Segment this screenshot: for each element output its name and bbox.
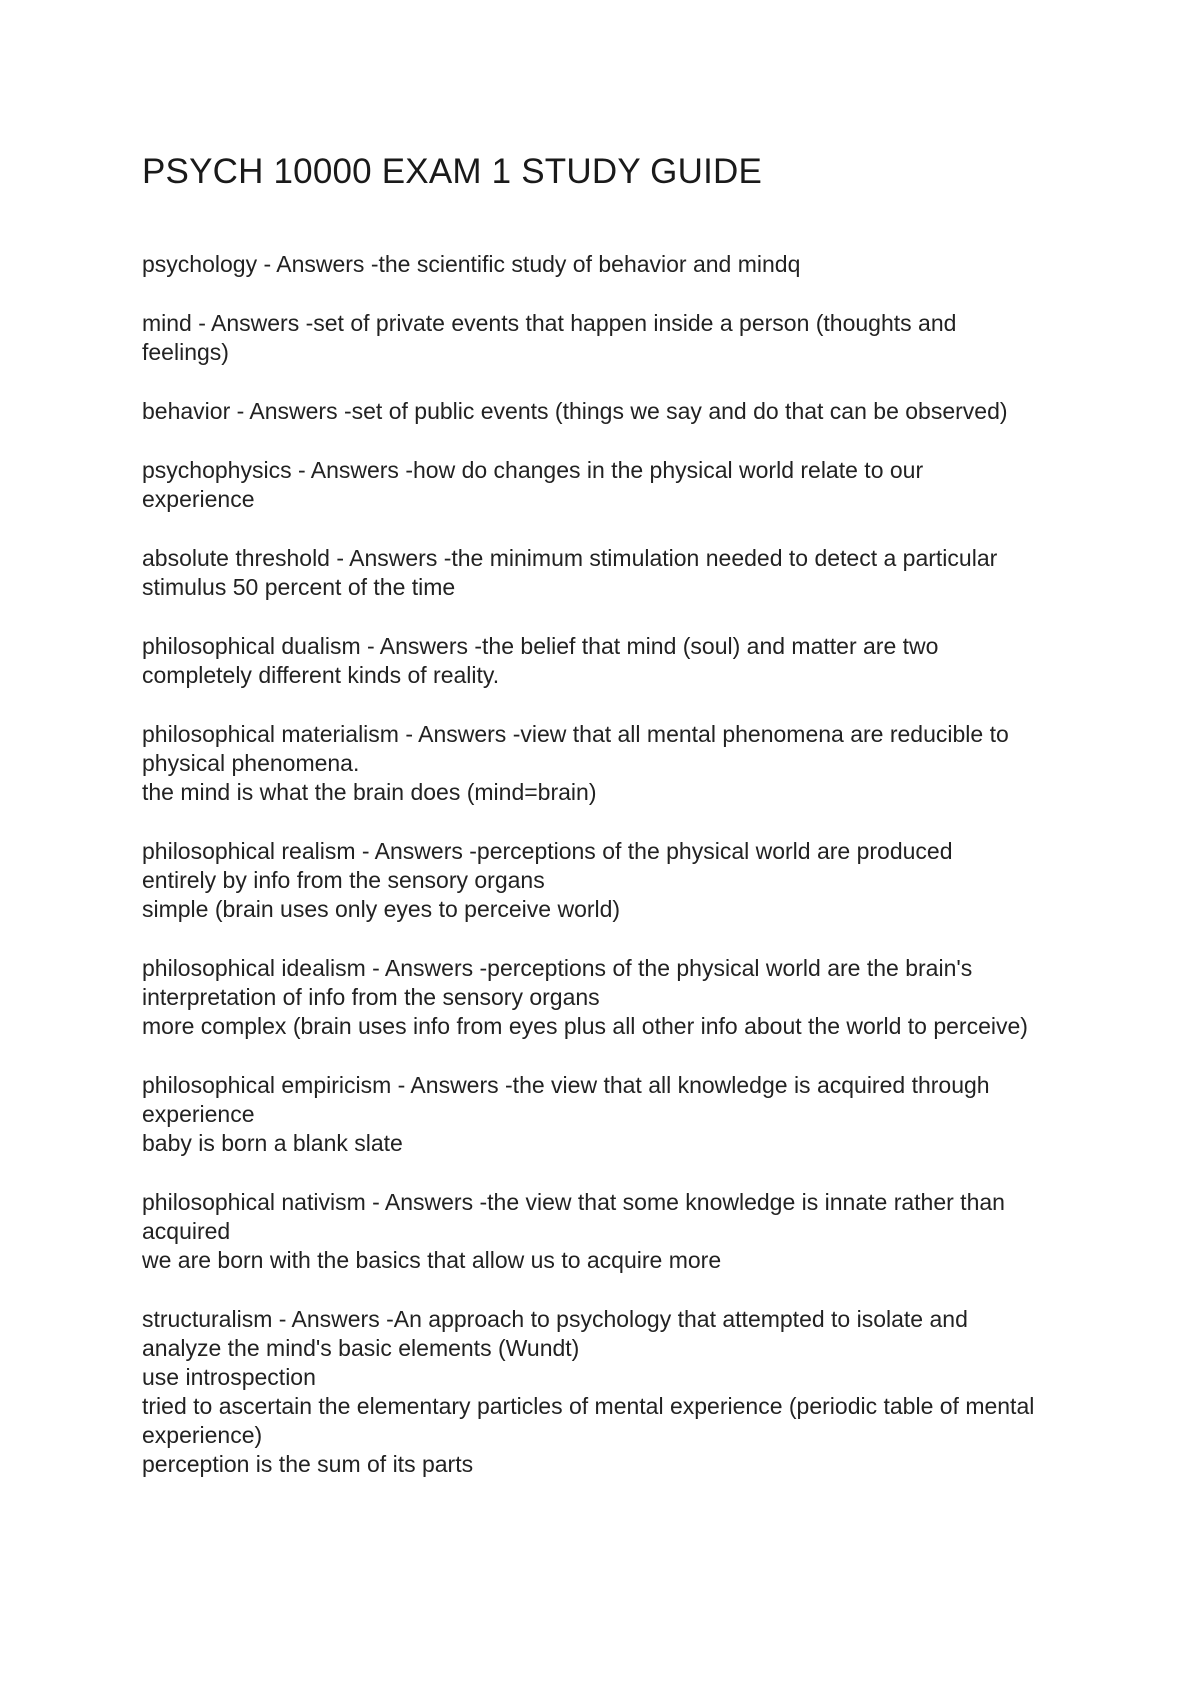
entry-line: more complex (brain uses info from eyes plus all other info about the world to perceive) xyxy=(142,1013,1028,1039)
glossary-entry xyxy=(142,1188,1092,1275)
entry-line: philosophical dualism - Answers -the belief that mind (soul) and matter are two xyxy=(142,633,939,659)
entry-line: psychophysics - Answers -how do changes in the physical world relate to our xyxy=(142,457,924,483)
entry-line: structuralism - Answers -An approach to psychology that attempted to isolate and xyxy=(142,1306,968,1332)
glossary-entry xyxy=(142,250,1092,279)
glossary-entry xyxy=(142,837,1092,924)
entry-line: interpretation of info from the sensory organs xyxy=(142,984,600,1010)
document-page xyxy=(142,150,1092,1509)
entry-line: perception is the sum of its parts xyxy=(142,1451,474,1477)
entry-line: experience) xyxy=(142,1422,263,1448)
glossary-entry xyxy=(142,632,1092,690)
entry-line: completely different kinds of reality. xyxy=(142,662,500,688)
glossary-entry xyxy=(142,544,1092,602)
entry-line: simple (brain uses only eyes to perceive world) xyxy=(142,896,621,922)
entry-line: absolute threshold - Answers -the minimum stimulation needed to detect a particular xyxy=(142,545,998,571)
entry-line: we are born with the basics that allow us to acquire more xyxy=(142,1247,722,1273)
entry-line: stimulus 50 percent of the time xyxy=(142,574,456,600)
entry-line: entirely by info from the sensory organs xyxy=(142,867,545,893)
entry-line: behavior - Answers -set of public events (things we say and do that can be observed) xyxy=(142,398,1008,424)
entry-line: philosophical empiricism - Answers -the view that all knowledge is acquired through xyxy=(142,1072,990,1098)
document-title: PSYCH 10000 EXAM 1 STUDY GUIDE xyxy=(142,152,763,191)
entry-line: mind - Answers -set of private events that happen inside a person (thoughts and xyxy=(142,310,957,336)
glossary-entry xyxy=(142,720,1092,807)
entry-line: philosophical materialism - Answers -view that all mental phenomena are reducible to xyxy=(142,721,1009,747)
entry-line: acquired xyxy=(142,1218,231,1244)
entry-line: analyze the mind's basic elements (Wundt) xyxy=(142,1335,580,1361)
entry-line: psychology - Answers -the scientific study of behavior and mindq xyxy=(142,251,801,277)
entry-line: baby is born a blank slate xyxy=(142,1130,403,1156)
entry-list xyxy=(142,250,1092,1479)
glossary-entry xyxy=(142,309,1092,367)
glossary-entry xyxy=(142,456,1092,514)
glossary-entry xyxy=(142,1305,1092,1479)
entry-line: philosophical nativism - Answers -the view that some knowledge is innate rather than xyxy=(142,1189,1005,1215)
glossary-entry xyxy=(142,397,1092,426)
entry-line: experience xyxy=(142,1101,255,1127)
entry-line: experience xyxy=(142,486,255,512)
entry-line: feelings) xyxy=(142,339,229,365)
entry-line: tried to ascertain the elementary particles of mental experience (periodic table of mental xyxy=(142,1393,1035,1419)
entry-line: philosophical idealism - Answers -perceptions of the physical world are the brain's xyxy=(142,955,973,981)
entry-line: use introspection xyxy=(142,1364,316,1390)
entry-line: the mind is what the brain does (mind=brain) xyxy=(142,779,597,805)
entry-line: philosophical realism - Answers -perceptions of the physical world are produced xyxy=(142,838,953,864)
entry-line: physical phenomena. xyxy=(142,750,360,776)
glossary-entry xyxy=(142,954,1092,1041)
glossary-entry xyxy=(142,1071,1092,1158)
